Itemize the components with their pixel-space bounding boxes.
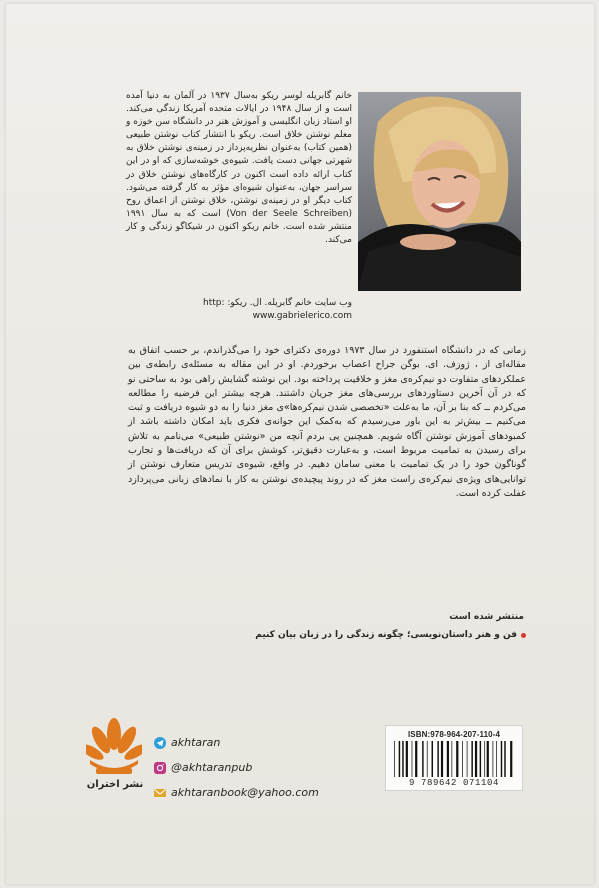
barcode-bar xyxy=(432,741,433,777)
publisher-name: نشر اختران xyxy=(86,779,144,790)
contact-instagram-text: @akhtaranpub xyxy=(171,761,253,774)
blurb-paragraph: زمانی که در دانشگاه استنفورد در سال ۱۹۷۳ دوره‌ی دکترای خود را می‌گذراندم، بر حسب اتفاق به مقاله‌ای از ، ژوزف. ای. بوگن جراح اعصاب برخوردم. او در این مقاله به مسئله‌ی رابطه‌ی بین عملکردهای متفاوت دو نیم‌کره‌ی مغز و خلاقیت پرداخته بود. این نوشته گشایش راهی بود به ساحتی نو که در آن آخرین دستاوردهای بررسی‌های مغز جریان داشتند. هرچه بیشتر این فرضیه را مطالعه می‌کردم ــ که بنا بر آن، ما به‌علت «تخصصی شدن نیم‌کره‌ها»ی مغز دنیا را به دو شیوه دریافت و ثبت می‌کنیم ــ بیش‌تر به این باور می‌رسیدم که به‌کمک این جوانه‌ی فکری باید امکان داشته باشد از کمبودهای آموزش نوشتن آگاه شویم. همچنین پی بردم آنچه من «نوشتن طبیعی» می‌نامم به تلاش برای رسیدن به تمامیت مربوط است، و به‌عبارت دقیق‌تر، کوشش برای آن که دریافت‌ها و تجارب گوناگون خود را در یک تمامیت با معنی سامان دهیم. در واقع، شیوه‌ی تدریس متعارف نوشتن از توانایی‌های ویژه‌ی نیم‌کره‌ی راست مغز که در روند پیچیده‌ی نوشتن به کار با نمادهای زبانی می‌پردازد غفلت کرده است. xyxy=(128,345,526,499)
barcode-bar xyxy=(462,741,463,777)
published-book-title: فن و هنر داستان‌نویسی؛ چگونه زندگی را در زبان بیان کنیم xyxy=(255,630,517,640)
barcode-bar xyxy=(415,741,417,777)
barcode-bar xyxy=(447,741,449,777)
author-portrait-illustration xyxy=(358,92,521,291)
telegram-icon xyxy=(154,737,166,749)
publisher-logo xyxy=(86,716,142,788)
barcode-bar xyxy=(399,741,400,777)
barcode-bar xyxy=(501,741,502,777)
flower-logo-icon xyxy=(86,716,142,778)
barcode-bar xyxy=(484,741,485,777)
author-website: وب سایت خانم گابریله. ال. ریکو: http: www.gabrielerico.com xyxy=(203,298,352,321)
barcode-bar xyxy=(471,741,472,777)
barcode-bars xyxy=(394,741,516,777)
barcode-bar xyxy=(412,741,413,777)
author-photo xyxy=(358,92,521,291)
barcode-bar xyxy=(510,741,512,777)
contact-instagram[interactable] xyxy=(154,755,354,780)
barcode-bar xyxy=(475,741,477,777)
book-back-cover xyxy=(6,4,594,884)
barcode-bar xyxy=(427,741,428,777)
barcode-bar xyxy=(422,741,423,777)
bullet-icon xyxy=(521,633,526,638)
published-heading: منتشر شده است xyxy=(449,612,524,622)
barcode-number: 9 789642 071104 xyxy=(408,778,499,788)
email-icon xyxy=(154,787,166,799)
contact-email-text: akhtaranbook@yahoo.com xyxy=(171,786,319,799)
isbn-barcode xyxy=(385,725,523,791)
contact-telegram[interactable] xyxy=(154,730,354,755)
barcode-bar xyxy=(441,741,443,777)
instagram-icon xyxy=(154,762,166,774)
barcode-bar xyxy=(402,741,403,777)
barcode-bar xyxy=(451,741,452,777)
contact-list xyxy=(154,730,354,805)
barcode-bar xyxy=(504,741,505,777)
barcode-bar xyxy=(456,741,458,777)
isbn-label: ISBN:978-964-207-110-4 xyxy=(407,730,501,739)
barcode-bar xyxy=(467,741,468,777)
barcode-bar xyxy=(493,741,494,777)
contact-email[interactable] xyxy=(154,780,354,805)
barcode-bar xyxy=(496,741,497,777)
published-book-item xyxy=(251,630,526,640)
author-bio: خانم گابریله لوسر ریکو به‌سال ۱۹۳۷ در آلمان به دنیا آمده است و از سال ۱۹۴۸ در ایالات متحده آمریکا زندگی می‌کند. او استاد زبان انگلیسی و آموزش هنر در دانشگاه سن خوزه و معلم نوشتن خلاق است. ریکو با انتشار کتاب نوشتن طبیعی (همین کتاب) به‌عنوان نظریه‌پرداز در زمینه‌ی نوشتن خلاق به شهرتی جهانی دست یافت. شیوه‌ی خوشه‌سازی که او در این کتاب ارائه داده است اکنون در کارگاه‌های نوشتن خلاق در سراسر جهان، به‌عنوان شیوه‌ای مؤثر به کار گرفته می‌شود. کتاب دیگر او در زمینه‌ی نوشتن، خلاق‌ نوشتن از اعماق روح (Von der Seele Schreiben) است که به سال ۱۹۹۱ منتشر شده است. خانم ریکو اکنون در شیکاگو زندگی و کار می‌کند. xyxy=(126,91,352,246)
barcode-bar xyxy=(406,741,408,777)
barcode-bar xyxy=(437,741,438,777)
barcode-bar xyxy=(480,741,481,777)
barcode-bar xyxy=(394,741,395,777)
contact-telegram-text: akhtaran xyxy=(171,736,221,749)
barcode-bar xyxy=(487,741,489,777)
